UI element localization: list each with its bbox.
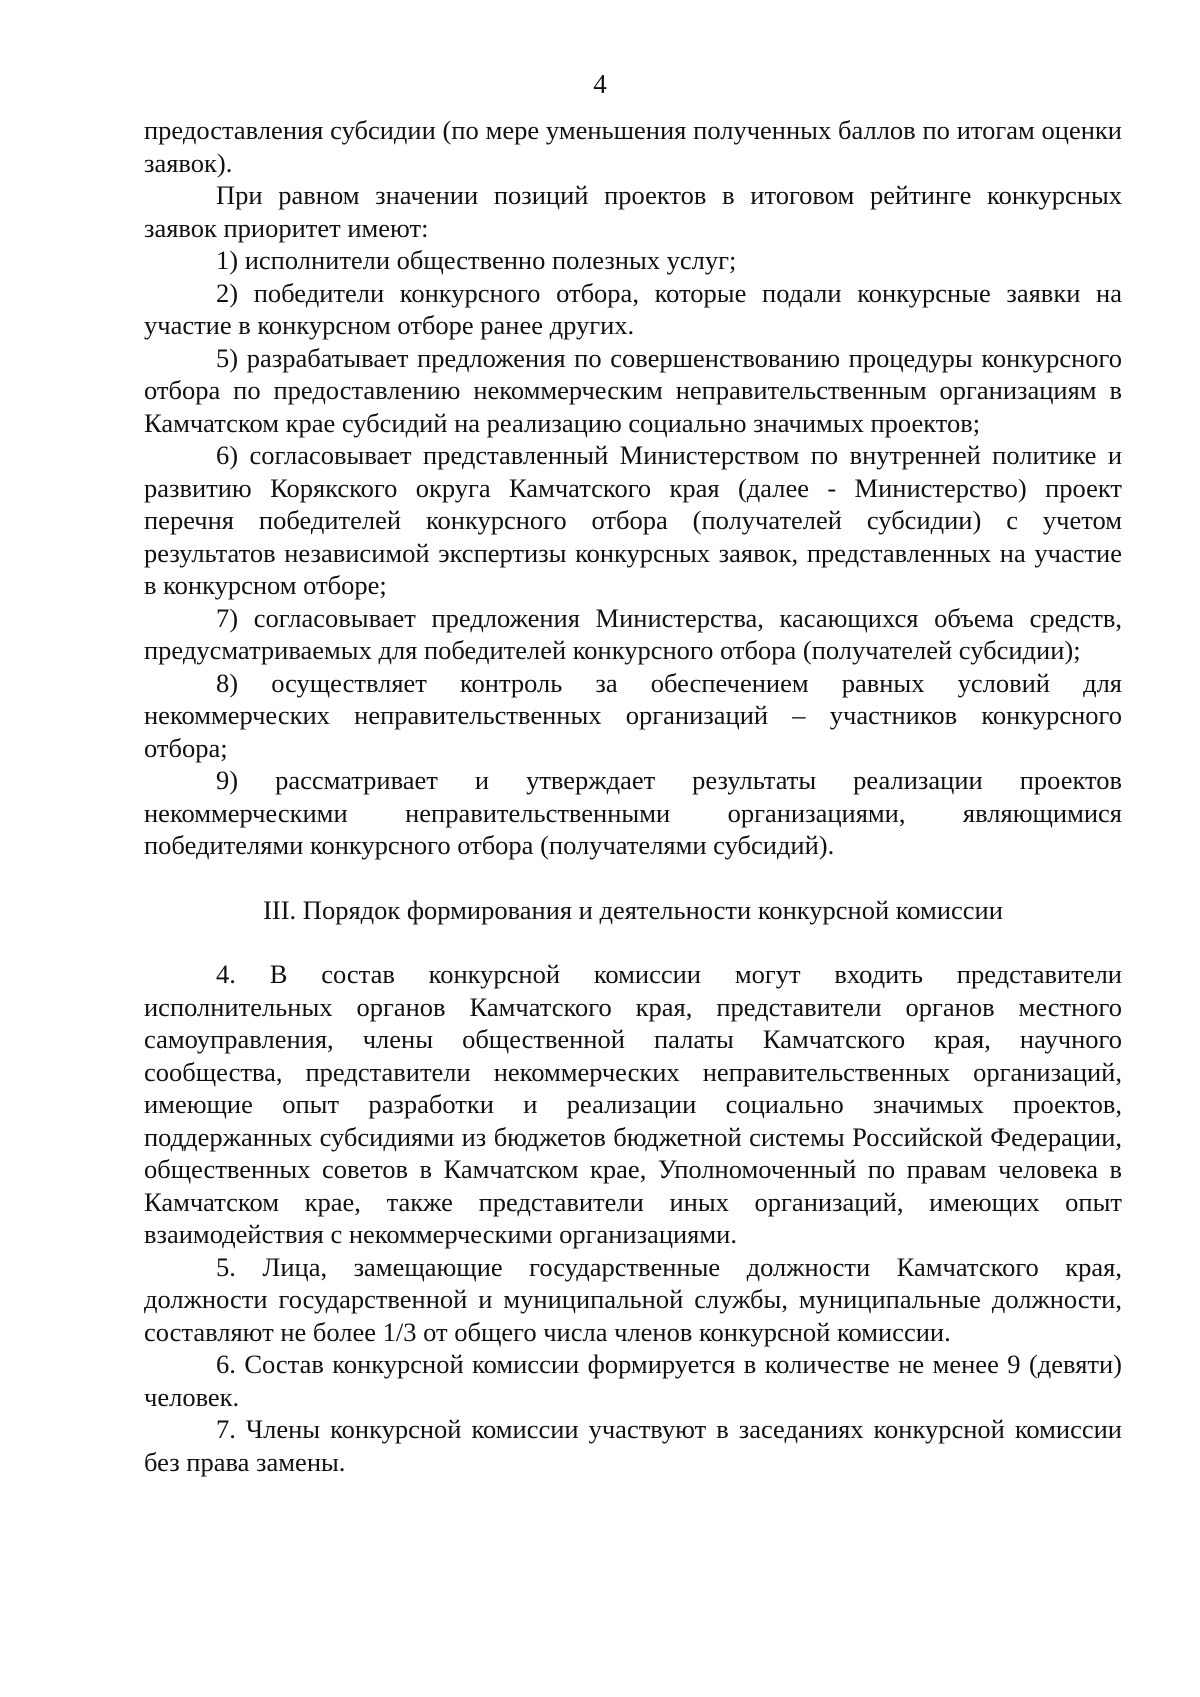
section-heading: III. Порядок формирования и деятельности конкурсной комиссии <box>263 894 1003 925</box>
paragraph-item-7: 7) согласовывает предложения Министерства, касающихся объема средств, предусматриваемых для победителей конкурсного отбора (получателей субсидии); <box>144 602 1122 665</box>
paragraph-item-5: 5) разрабатывает предложения по совершенствованию процедуры конкурсного отбора по предоставлению некоммерческим неправительственным организациям в Камчатском крае субсидий на реализацию социально значимых проектов; <box>144 342 1122 438</box>
paragraph-clause-7: 7. Члены конкурсной комиссии участвуют в заседаниях конкурсной комиссии без права замены. <box>144 1414 1122 1477</box>
paragraph-priority-item-2: 2) победители конкурсного отбора, которые подали конкурсные заявки на участие в конкурсном отборе ранее других. <box>144 277 1122 340</box>
paragraph-continuation: предоставления субсидии (по мере уменьшения полученных баллов по итогам оценки заявок). <box>144 115 1122 178</box>
paragraph-item-8: 8) осуществляет контроль за обеспечением равных условий для некоммерческих неправительственных организаций – участников конкурсного отбора; <box>144 667 1122 763</box>
paragraph-clause-6: 6. Состав конкурсной комиссии формируется в количестве не менее 9 (девяти) человек. <box>144 1349 1122 1412</box>
page-number: 4 <box>593 69 607 99</box>
paragraph-priority-intro: При равном значении позиций проектов в итоговом рейтинге конкурсных заявок приоритет имеют: <box>144 180 1122 243</box>
document-body <box>144 114 1122 1478</box>
paragraph-priority-item-1: 1) исполнители общественно полезных услуг; <box>216 245 737 275</box>
paragraph-item-9: 9) рассматривает и утверждает результаты реализации проектов некоммерческими неправительственными организациями, являющимися победителями конкурсного отбора (получателями субсидий). <box>144 765 1122 860</box>
paragraph-clause-5: 5. Лица, замещающие государственные должности Камчатского края, должности государственной и муниципальной службы, муниципальные должности, составляют не более 1/3 от общего числа членов конкурсной комиссии. <box>144 1251 1122 1347</box>
paragraph-clause-4: 4. В состав конкурсной комиссии могут входить представители исполнительных органов Камчатского края, представители органов местного самоуправления, члены общественной палаты Камчатского края, научного сообщества, представители некоммерческих неправительственных организаций, имеющие опыт разработки и реализации социально значимых проектов, поддержанных субсидиями из бюджетов бюджетной системы Российской Федерации, общественных советов в Камчатском крае, Уполномоченный по правам человека в Камчатском крае, также представители иных организаций, имеющих опыт взаимодействия с некоммерческими организациями. <box>144 959 1122 1249</box>
paragraph-item-6: 6) согласовывает представленный Министерством по внутренней политике и развитию Корякского округа Камчатского края (далее - Министерство) проект перечня победителей конкурсного отбора (получателей субсидии) с учетом результатов независимой экспертизы конкурсных заявок, представленных на участие в конкурсном отборе; <box>144 440 1122 600</box>
